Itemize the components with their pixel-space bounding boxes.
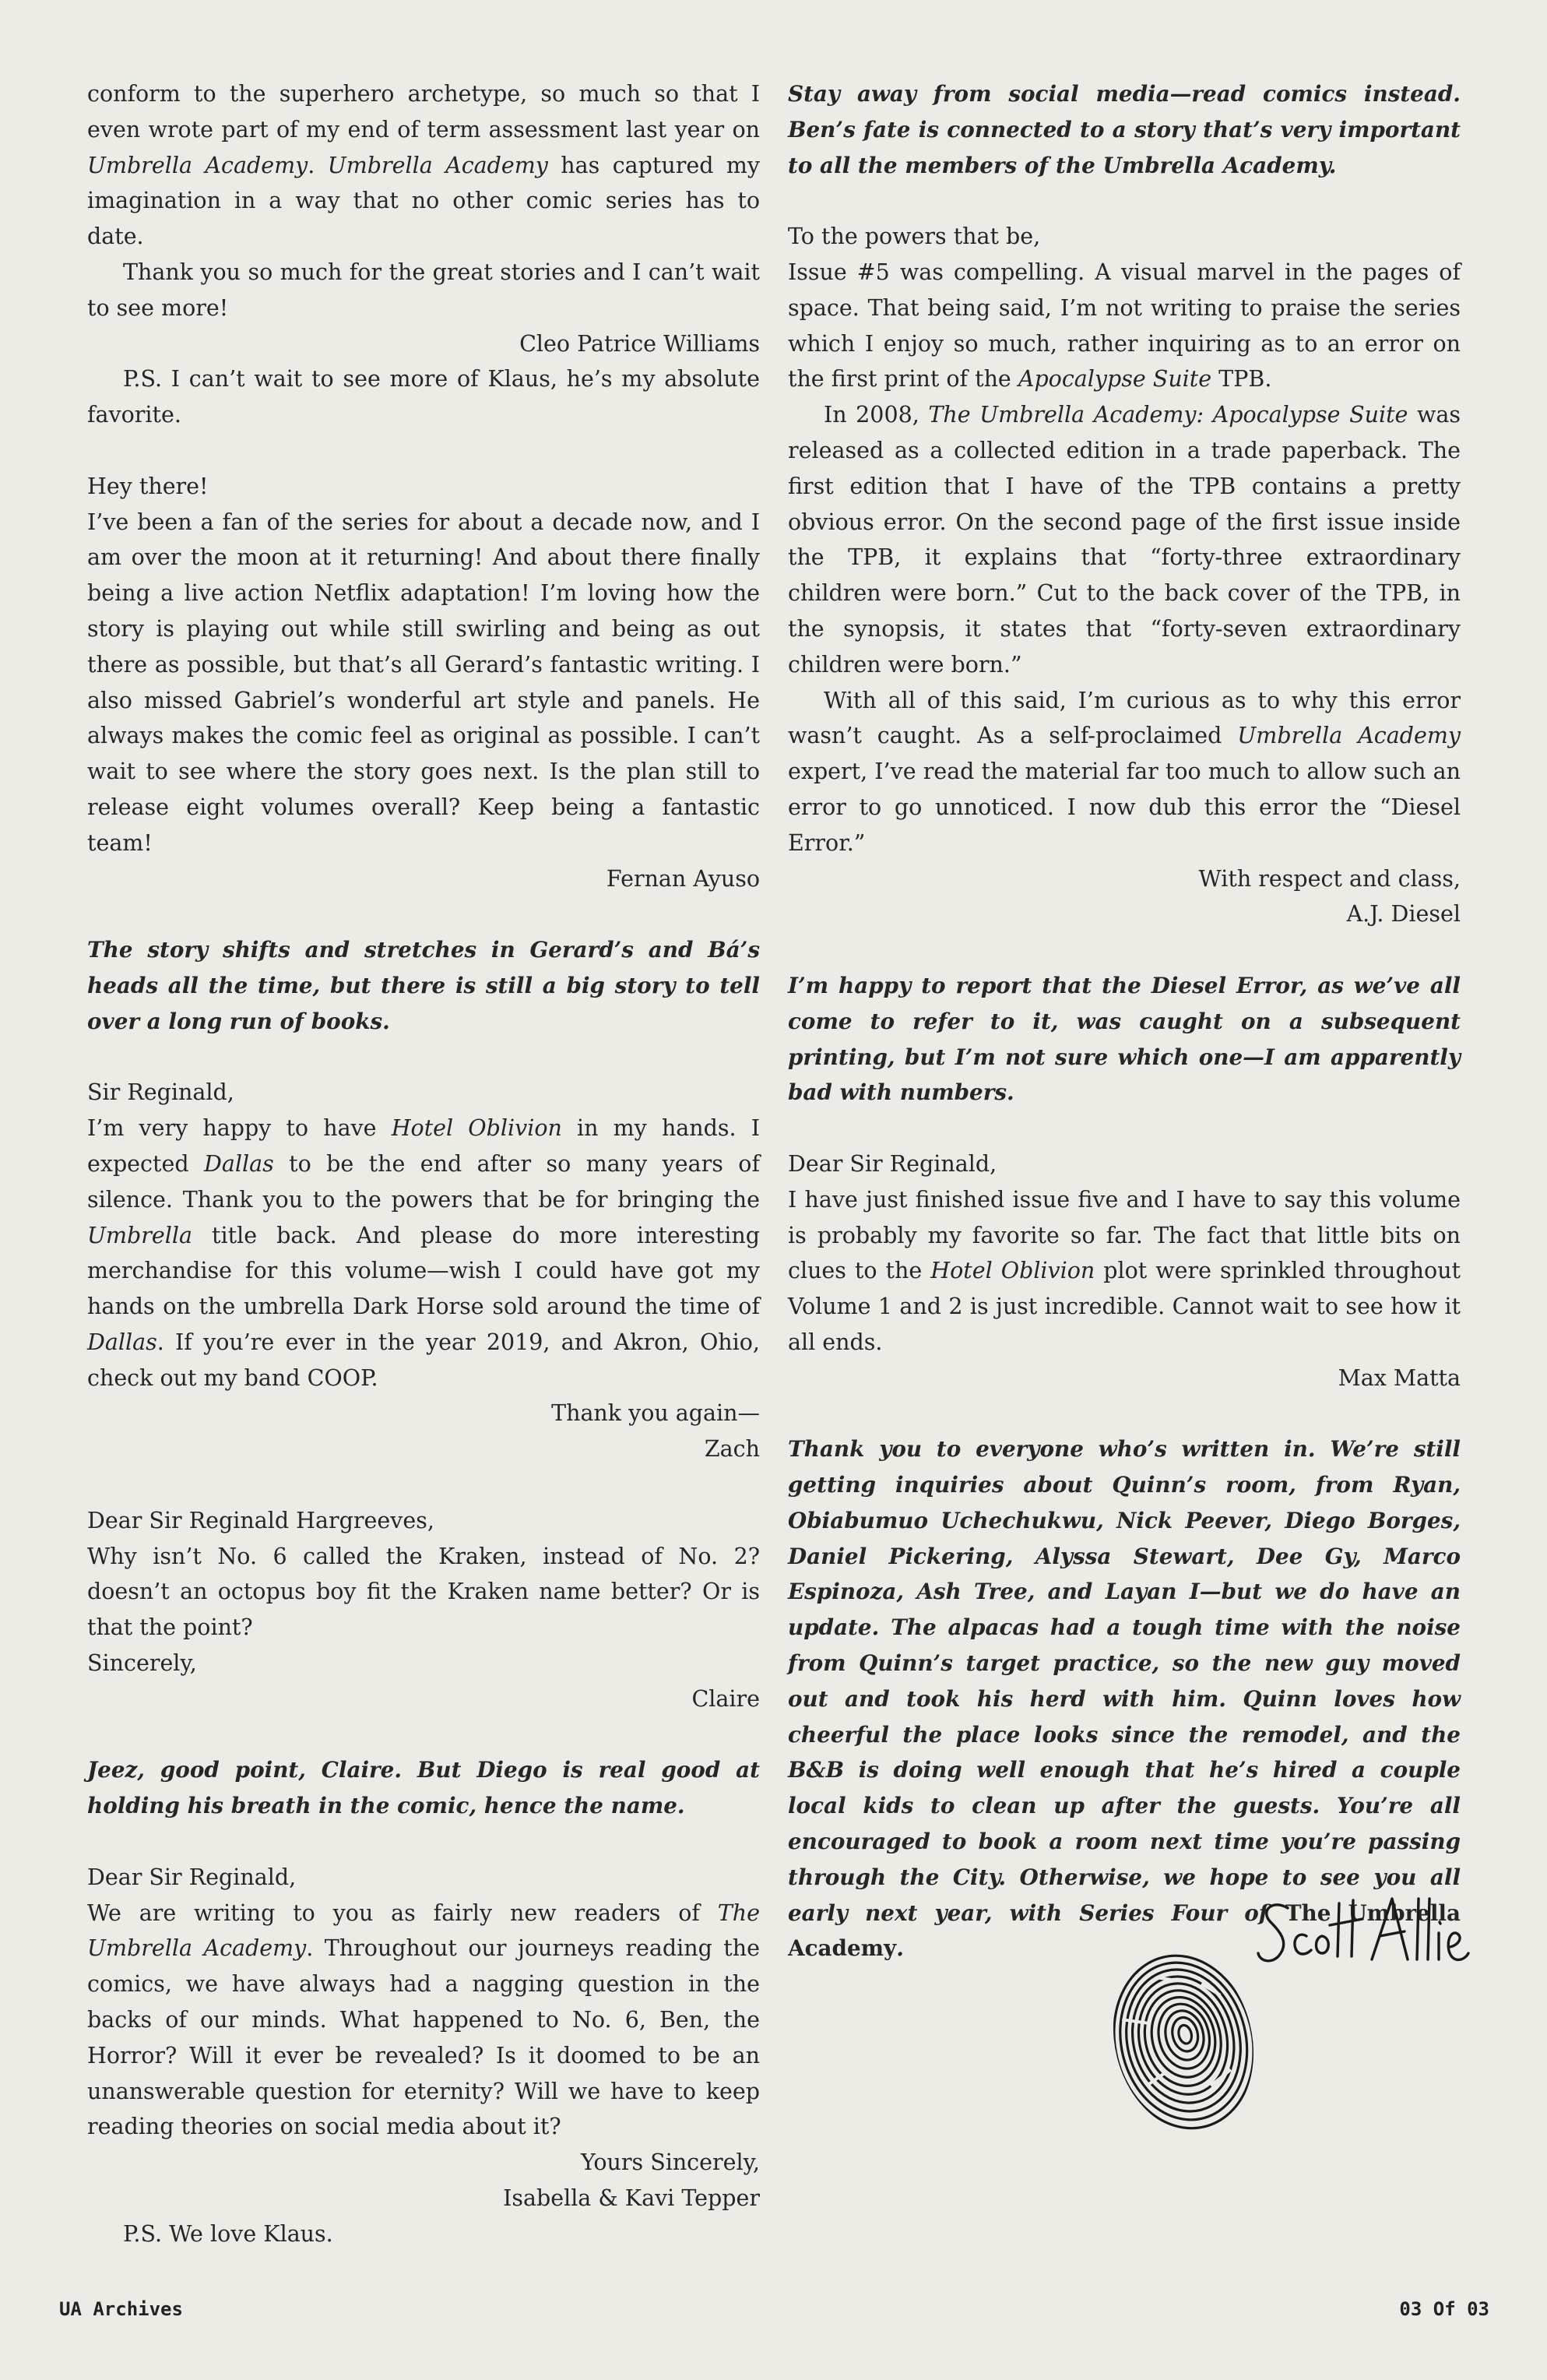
text-run: has captured my imagination in a way that no other comic series has to date. — [87, 152, 760, 250]
letter-greeting: Dear Sir Reginald Hargreeves, — [87, 1507, 434, 1533]
letter-signature: A.J. Diesel — [1346, 901, 1461, 928]
letter-paragraph: I’ve been a fan of the series for about a decade now, and I am over the moon at it returning! And about there finally being a live action Netflix adaptation! I’m loving how the story is playing out while still swirling and being as out there as possible, but that’s all Gerard’s fantastic writing. I also missed Gabriel’s wonderful art style and panels. He always makes the comic feel as original as possible. I can’t wait to see where the story goes next. Is the plan still to release eight volumes overall? Keep being a fantastic team! — [87, 509, 760, 856]
text-run: Issue #5 was compelling. A visual marvel in the pages of space. That being said, I’m not writing to praise the series which I enjoy so much, rather inquiring as to an error on the first print of the — [788, 259, 1461, 393]
letter-greeting: Dear Sir Reginald, — [87, 1864, 297, 1890]
letter-signature: Cleo Patrice Williams — [519, 330, 760, 357]
letter-paragraph — [788, 1182, 1461, 1361]
letter-closing: Yours Sincerely, — [581, 2149, 760, 2176]
text-run: Thank you to everyone who’s written in. We’re still getting inquiries about Quinn’s room, from Ryan, Obiabumuo Uchechukwu, Nick Peever, Diego Borges, Daniel Pickering, Alyssa Stewart, Dee Gy, Marco Espinoza, Ash Tree, and Layan I—but we do have an update. The alpacas had a tough time with the noise from Quinn’s target practice, so the new guy moved out and took his herd with him. Quinn loves how cheerful the place looks since the remodel, and the B&B is doing well enough that he’s hired a couple local kids to clean up after the guests. You’re all encouraged to book a room next time you’re passing through the City. Otherwise, we hope to see you all early next year, with Series Four of — [788, 1436, 1461, 1926]
italic-title: The Umbrella Academy: Apocalypse Suite — [928, 402, 1408, 428]
letter-signature: Zach — [704, 1436, 760, 1463]
letter-postscript: P.S. I can’t wait to see more of Klaus, he’s my absolute favorite. — [87, 366, 760, 428]
italic-title: Hotel Oblivion — [391, 1115, 562, 1142]
letter-signature: Fernan Ayuso — [606, 865, 760, 892]
letter-postscript: P.S. We love Klaus. — [123, 2220, 333, 2247]
letter-closing: Thank you again— — [551, 1400, 760, 1427]
thumbprint-icon — [1106, 1943, 1261, 2138]
editor-reply: The story shifts and stretches in Gerard’s and Bá’s heads all the time, but there is still a big story to tell over a long run of books. — [87, 937, 760, 1034]
editor-reply: Stay away from social media—read comics instead. Ben’s fate is connected to a story that’s very important to all the members of the Umbrella Academy. — [788, 81, 1461, 178]
footer-left-label: UA Archives — [59, 2298, 183, 2320]
text-run: . — [896, 1935, 904, 1962]
letter-max — [788, 1146, 1461, 1396]
letter-closing: Sincerely, — [87, 1650, 197, 1677]
text-run: title back. And please do more interesting merchandise for this volume—wish I could have got my hands on the umbrella Dark Horse sold around the time of — [87, 1222, 760, 1320]
text-run: to be the end after so many years of silence. Thank you to the powers that be for bringing the — [87, 1150, 760, 1213]
text-run: . — [308, 152, 328, 178]
italic-title: Umbrella — [87, 1222, 192, 1248]
text-run: In 2008, — [824, 402, 929, 428]
series-title: The Umbrella Academy — [788, 1899, 1461, 1962]
letter-signature: Claire — [691, 1685, 760, 1712]
text-run: TPB. — [1211, 366, 1272, 393]
italic-title: Dallas — [87, 1329, 157, 1355]
editor-reply: Jeez, good point, Claire. But Diego is real good at holding his breath in the comic, hence the name. — [87, 1757, 760, 1819]
text-run: was released as a collected edition in a trade paperback. The first edition that I have of the TPB contains a pretty obvious error. On the second page of the first issue inside the TPB, it explains that “forty-three extraordinary children were born.” Cut to the back cover of the TPB, in the synopsis, it states that “forty-seven extraordinary children were born.” — [788, 402, 1461, 678]
text-run: With all of this said, I’m curious as to why this error wasn’t caught. As a self-proclaimed — [788, 687, 1461, 749]
letter-paragraph — [788, 255, 1461, 397]
letter-paragraph — [87, 76, 760, 255]
letter-cleo — [87, 76, 760, 433]
italic-title: Umbrella Academy — [87, 152, 308, 178]
italic-title: Apocalypse Suite — [1018, 366, 1212, 393]
letter-greeting: To the powers that be, — [788, 224, 1041, 250]
letter-paragraph — [788, 683, 1461, 861]
letter-paragraph — [87, 1896, 760, 2146]
letter-signature: Isabella & Kavi Tepper — [503, 2185, 760, 2212]
text-run: conform to the superhero archetype, so much so that I even wrote part of my end of term assessment last year on — [87, 81, 760, 143]
letter-diesel — [788, 219, 1461, 1111]
letter-greeting: Sir Reginald, — [87, 1079, 234, 1106]
italic-title: Umbrella Academy — [327, 152, 548, 178]
text-run: I’m very happy to have — [87, 1115, 392, 1142]
letter-paragraph — [788, 397, 1461, 682]
left-column — [87, 76, 760, 2252]
editor-signature — [1255, 1885, 1473, 1994]
letter-signature: Max Matta — [1338, 1364, 1461, 1391]
text-run: We are writing to you as fairly new readers of — [87, 1899, 718, 1926]
text-run: plot were sprinkled throughout Volume 1 and 2 is just incredible. Cannot wait to see how it all ends. — [788, 1258, 1461, 1355]
letter-tepper — [87, 1860, 760, 2252]
page-number: 03 Of 03 — [1399, 2298, 1489, 2320]
text-run: I have just finished issue five and I have to say this volume is probably my favorite so far. The fact that little bits on clues to the — [788, 1186, 1461, 1284]
italic-title: Hotel Oblivion — [930, 1258, 1095, 1284]
letter-closing: With respect and class, — [1198, 865, 1461, 892]
letter-fernan — [87, 469, 760, 1040]
italic-title: The Umbrella Academy — [87, 1899, 760, 1962]
letter-greeting: Dear Sir Reginald, — [788, 1150, 997, 1177]
right-column — [788, 76, 1461, 1966]
text-run: expert, I’ve read the material far too much to allow such an error to go unnoticed. I now dub this error the “Diesel Error.” — [788, 759, 1461, 856]
letter-greeting: Hey there! — [87, 473, 209, 499]
letter-zach — [87, 1075, 760, 1467]
letter-paragraph: Why isn’t No. 6 called the Kraken, instead of No. 2? doesn’t an octopus boy fit the Kraken name better? Or is that the point? — [87, 1543, 760, 1641]
editor-reply: I’m happy to report that the Diesel Error, as we’ve all come to refer to it, was caught on a subsequent printing, but I’m not sure which one—I am apparently bad with numbers. — [788, 972, 1461, 1106]
italic-title: Umbrella Academy — [1237, 723, 1461, 749]
text-run: . If you’re ever in the year 2019, and Akron, Ohio, check out my band COOP. — [87, 1329, 760, 1391]
text-run: in my hands. I expected — [87, 1115, 760, 1177]
text-run: . Throughout our journeys reading the comics, we have always had a nagging question in the backs of our minds. What happened to No. 6, Ben, the Horror? Will it ever be revealed? Is it doomed to be an unanswerable question for eternity? Will we have to keep reading theories on social media about it? — [87, 1935, 760, 2140]
letter-paragraph — [87, 1111, 760, 1396]
letter-paragraph: Thank you so much for the great stories and I can’t wait to see more! — [87, 259, 760, 321]
letter-claire — [87, 1503, 760, 1824]
italic-title: Dallas — [204, 1150, 274, 1177]
